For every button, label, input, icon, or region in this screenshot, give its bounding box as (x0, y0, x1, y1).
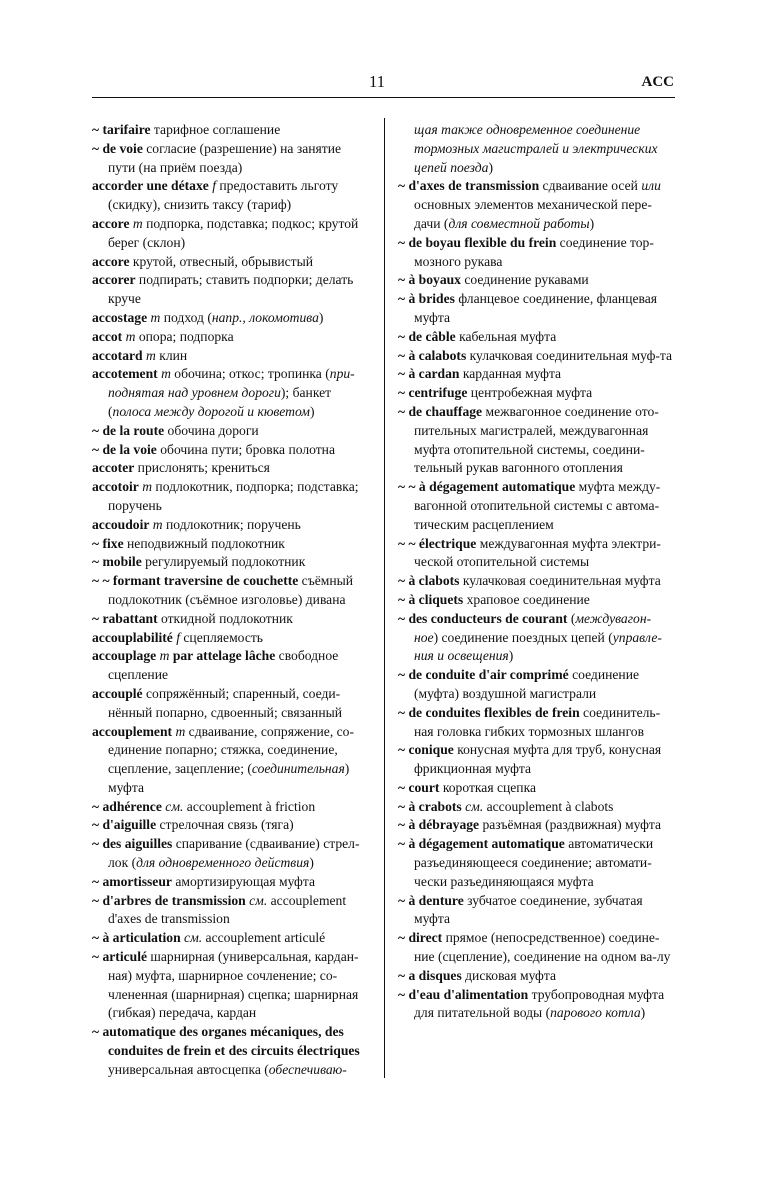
entry-headword: ~ à articulation (92, 930, 181, 946)
entry-text: фланцевое соединение, фланцевая муфта (414, 291, 658, 325)
dictionary-entry (92, 816, 370, 835)
entry-text: accouplement articulé (202, 930, 326, 946)
entry-text: кулачковая соединительная муфта (459, 573, 661, 589)
entry-text: карданная муфта (459, 366, 562, 382)
entry-italic: напр., локомотива (211, 309, 319, 325)
entry-text: междувагонная муфта электри-ческой отопительной системы (414, 535, 661, 570)
entry-text: ) (508, 648, 514, 664)
entry-text: свободное сцепление (108, 648, 339, 683)
entry-text: кулачковая соединительная муф-та (466, 347, 673, 363)
entry-italic: см. (249, 892, 268, 908)
entry-headword: ~ direct (398, 930, 443, 946)
entry-text: откидной подлокотник (157, 610, 293, 626)
entry-text: регулируемый подлокотник (141, 554, 306, 570)
running-head: ACC (641, 74, 674, 90)
dictionary-entry (92, 177, 370, 215)
entry-headword: ~ d'axes de transmission (398, 178, 540, 194)
dictionary-entry (398, 591, 675, 610)
entry-headword: ~ de conduites flexibles de frein (398, 704, 580, 720)
entry-headword: ~ de câble (398, 328, 456, 344)
entry-text: соединитель-ная головка гибких тормозных шлангов (414, 704, 661, 739)
entry-text: клин (155, 347, 188, 363)
header-rule (92, 97, 675, 98)
entry-text: основных элементов механической пере-дачи ( (414, 197, 652, 231)
entry-italic: см. (465, 798, 484, 814)
entry-headword: ~ à dégagement automatique (398, 836, 565, 852)
entry-text: муфта между-вагонной отопительной системы с автома-тическим расцеплением (414, 479, 661, 532)
entry-text: конусная муфта для труб, конусная фрикционная муфта (414, 742, 662, 777)
entry-text: соединение (муфта) воздушной магистрали (414, 667, 640, 701)
dictionary-entry (398, 234, 675, 272)
entry-text: подпирать; ставить подпорки; делать круче (108, 272, 354, 307)
dictionary-entry (398, 384, 675, 403)
entry-italic: f (212, 178, 216, 194)
entry-headword: accouplabilité (92, 629, 173, 645)
entry-text: универсальная автосцепка ( (108, 1061, 269, 1077)
dictionary-entry (398, 177, 675, 233)
entry-headword: ~ de boyau flexible du frein (398, 234, 557, 250)
dictionary-entry (398, 610, 675, 666)
entry-text: межвагонное соединение ото-пительных магистралей, междувагонная муфта отопительной системы, соедини-тельный рукав вагонного отопления (414, 403, 659, 476)
entry-headword: ~ a disques (398, 967, 462, 983)
entry-text: ) (318, 309, 324, 325)
dictionary-entry (398, 365, 675, 384)
dictionary-entry (398, 892, 675, 930)
entry-italic: см. (184, 930, 203, 946)
entry-headword: ~ articulé (92, 949, 148, 965)
entry-headword: accore (92, 253, 130, 269)
dictionary-entry (92, 253, 370, 272)
entry-headword: ~ d'arbres de transmission (92, 892, 246, 908)
dictionary-entry (92, 835, 370, 873)
entry-text: прямое (непосредственное) соедине-ние (сцепление), соединение на одном ва-лу (414, 930, 671, 965)
dictionary-entry (92, 892, 370, 930)
dictionary-entry (398, 986, 675, 1024)
entry-headword: ~ conique (398, 742, 454, 758)
entry-headword: ~ de conduite d'air comprimé (398, 667, 569, 683)
entry-text: accouplement à clabots (483, 798, 614, 814)
entry-headword: ~ rabattant (92, 610, 158, 626)
dictionary-entry (92, 422, 370, 441)
dictionary-entry (92, 459, 370, 478)
entry-text: ( (567, 610, 576, 626)
entry-headword: accotard (92, 347, 143, 363)
entry-text: согласие (разрешение) на занятие пути (на приём поезда) (108, 140, 341, 175)
dictionary-entry (92, 347, 370, 366)
dictionary-entry (92, 365, 370, 421)
entry-text: неподвижный подлокотник (123, 535, 285, 551)
dictionary-entry (92, 929, 370, 948)
entry-headword: accorder une détaxe (92, 178, 209, 194)
entry-headword: accot (92, 328, 123, 344)
dictionary-entry (398, 816, 675, 835)
entry-text: разъёмная (раздвижная) муфта (479, 817, 662, 833)
entry-headword: par attelage lâche (172, 648, 276, 664)
dictionary-entry (92, 441, 370, 460)
entry-text: обочина; откос; тропинка ( (170, 366, 330, 382)
entry-headword: accotement (92, 366, 158, 382)
entry-text: подпорка, подставка; подкос; крутой берег (склон) (108, 215, 359, 250)
dictionary-entry (92, 215, 370, 253)
entry-text: подлокотник; поручень (162, 516, 301, 532)
entry-text: accouplement à friction (183, 798, 316, 814)
entry-italic: обеспечиваю- (268, 1061, 347, 1077)
dictionary-entry (398, 779, 675, 798)
dictionary-entry (398, 347, 675, 366)
entry-headword: ~ à cliquets (398, 591, 464, 607)
entry-headword: accouplement (92, 723, 173, 739)
entry-text: короткая сцепка (439, 779, 537, 795)
entry-headword: ~ à cardan (398, 366, 460, 382)
dictionary-entry (398, 290, 675, 328)
entry-italic: m (132, 215, 143, 231)
entry-italic: m (142, 479, 153, 495)
entry-headword: accoter (92, 460, 135, 476)
entry-italic: щая также одновременное соединение тормозных магистралей и электрических цепей поезда (414, 122, 658, 175)
dictionary-entry (92, 948, 370, 1023)
entry-headword: ~ fixe (92, 535, 124, 551)
dictionary-entry (92, 535, 370, 554)
dictionary-entry (92, 1023, 370, 1079)
entry-italic: m (146, 347, 156, 363)
entry-text: амортизирующая муфта (171, 873, 315, 889)
entry-text: обочина дороги (164, 422, 259, 438)
entry-text: крутой, отвесный, обрывистый (129, 253, 314, 269)
entry-text: дисковая муфта (461, 967, 557, 983)
entry-text: храповое соединение (463, 591, 590, 607)
entry-headword: ~ amortisseur (92, 873, 172, 889)
entry-text: сдваивание осей (539, 178, 642, 194)
dictionary-entry (92, 572, 370, 610)
entry-headword: ~ mobile (92, 554, 142, 570)
entry-text: подход ( (160, 309, 212, 325)
entry-text: соединение тор-мозного рукава (414, 234, 654, 269)
entry-headword: ~ à denture (398, 892, 464, 908)
entry-headword: ~ ~ à dégagement automatique (398, 479, 576, 495)
dictionary-entry (398, 835, 675, 891)
entry-text: съёмный подлокотник (съёмное изголовье) дивана (108, 573, 354, 607)
entry-text: предоставить льготу (скидку), снизить таксу (тариф) (108, 178, 339, 213)
entry-text: сдваивание, сопряжение, со-единение попарно; стяжка, соединение, сцепление, зацепление; ( (108, 723, 354, 777)
entry-text: ) соединение поездных цепей ( (433, 629, 613, 645)
entry-italic: полоса между дорогой и кюветом (112, 403, 310, 419)
dictionary-entry (92, 610, 370, 629)
dictionary-entry (92, 553, 370, 572)
dictionary-entry (398, 798, 675, 817)
entry-text: центробежная муфта (467, 385, 593, 401)
dictionary-entry (398, 741, 675, 779)
entry-headword: ~ à brides (398, 291, 455, 307)
dictionary-entry (92, 478, 370, 516)
entry-italic: f (176, 629, 180, 645)
entry-italic: см. (165, 798, 184, 814)
entry-text: стрелочная связь (тяга) (156, 817, 294, 833)
entry-text: кабельная муфта (455, 328, 557, 344)
entry-headword: ~ de voie (92, 140, 143, 156)
entry-text: шарнирная (универсальная, кардан-ная) муфта, шарнирное сочленение; со-члененная (шарнирная) сцепка; шарнирная (гибкая) передача, кардан (108, 949, 359, 1021)
dictionary-entry (92, 647, 370, 685)
page-number: 11 (368, 72, 386, 91)
entry-headword: accouplé (92, 685, 143, 701)
entry-headword: ~ de chauffage (398, 403, 483, 419)
dictionary-entry (398, 572, 675, 591)
entry-headword: accotoir (92, 479, 139, 495)
entry-text: тарифное соглашение (150, 122, 281, 137)
right-column (398, 121, 675, 1023)
entry-headword: ~ centrifuge (398, 385, 468, 401)
entry-headword: ~ des aiguilles (92, 836, 173, 852)
entry-italic: m (175, 723, 186, 739)
dictionary-entry (398, 704, 675, 742)
dictionary-entry (92, 629, 370, 648)
entry-headword: ~ ~ électrique (398, 535, 477, 551)
dictionary-entry (398, 121, 675, 177)
dictionary-entry (398, 403, 675, 478)
dictionary-entry (92, 140, 370, 178)
entry-headword: ~ tarifaire (92, 122, 151, 137)
entry-italic: соединительная (251, 761, 345, 777)
entry-headword: ~ des conducteurs de courant (398, 610, 568, 626)
dictionary-entry (398, 478, 675, 534)
entry-italic: или (641, 178, 661, 194)
column-divider (384, 118, 385, 1078)
entry-text: ) (640, 1005, 646, 1021)
dictionary-entry (92, 328, 370, 347)
entry-text: ) муфта (108, 761, 350, 795)
entry-text: прислонять; крениться (134, 460, 270, 476)
entry-headword: accorer (92, 272, 136, 288)
dictionary-entry (92, 271, 370, 309)
entry-text: ) (309, 403, 315, 419)
entry-italic: для совместной работы (448, 215, 590, 231)
entry-text: ); банкет ( (108, 385, 332, 419)
entry-italic: парового котла (550, 1005, 641, 1021)
entry-text: accouplement d'axes de transmission (108, 892, 347, 927)
entry-italic: m (125, 328, 136, 344)
dictionary-entry (92, 873, 370, 892)
entry-headword: ~ de la voie (92, 441, 157, 457)
entry-headword: ~ court (398, 779, 440, 795)
dictionary-entry (92, 723, 370, 798)
entry-headword: ~ d'eau d'alimentation (398, 986, 529, 1002)
entry-text: автоматически разъединяющееся соединение; автомати-чески разъединяющаяся муфта (414, 836, 654, 889)
dictionary-entry (92, 121, 370, 140)
entry-text: ) (309, 855, 314, 871)
dictionary-entry (398, 535, 675, 573)
dictionary-entry (398, 967, 675, 986)
entry-headword: ~ automatique des organes mécaniques, des conduites de frein et des circuits électriques (92, 1024, 360, 1059)
entry-text: трубопроводная муфта для питательной воды ( (414, 986, 665, 1021)
entry-text: ) (589, 215, 595, 231)
dictionary-entry (92, 798, 370, 817)
entry-italic: m (150, 309, 161, 325)
entry-text: опора; подпорка (135, 328, 234, 344)
entry-text: зубчатое соединение, зубчатая муфта (414, 892, 643, 927)
entry-headword: accostage (92, 309, 148, 325)
entry-italic: m (161, 366, 171, 382)
dictionary-entry (92, 685, 370, 723)
dictionary-entry (92, 309, 370, 328)
entry-headword: ~ à débrayage (398, 817, 480, 833)
entry-headword: ~ ~ formant traversine de couchette (92, 573, 299, 589)
entry-text: соединение рукавами (460, 272, 589, 288)
left-column (92, 121, 370, 1080)
entry-headword: ~ à clabots (398, 573, 460, 589)
dictionary-entry (398, 328, 675, 347)
entry-text: сцепляемость (180, 629, 263, 645)
entry-headword: accoudoir (92, 516, 150, 532)
entry-text: обочина пути; бровка полотна (156, 441, 335, 457)
dictionary-entry (398, 666, 675, 704)
dictionary-entry (398, 929, 675, 967)
entry-text: сопряжённый; спаренный, соеди-нённый попарно, сдвоенный; связанный (108, 685, 343, 720)
entry-text: подлокотник, подпорка; подставка; поручень (108, 479, 359, 513)
entry-headword: ~ d'aiguille (92, 817, 157, 833)
entry-headword: accore (92, 215, 130, 231)
entry-text: ) (488, 159, 493, 175)
entry-italic: междувагон-ное (414, 610, 652, 645)
entry-headword: ~ à calabots (398, 347, 467, 363)
entry-italic: для одновременного действия (136, 855, 310, 871)
entry-italic: m (159, 648, 170, 664)
entry-headword: ~ à boyaux (398, 272, 461, 288)
entry-headword: ~ de la route (92, 422, 165, 438)
dictionary-entry (92, 516, 370, 535)
entry-headword: ~ adhérence (92, 798, 162, 814)
entry-text: спаривание (сдваивание) стрел-лок ( (108, 836, 360, 871)
dictionary-entry (398, 271, 675, 290)
entry-headword: ~ à crabots (398, 798, 462, 814)
entry-italic: m (152, 516, 163, 532)
entry-italic: управле-ния и освещения (414, 629, 662, 664)
entry-italic: при-поднятая над уровнем дороги (108, 366, 355, 401)
entry-headword: accouplage (92, 648, 157, 664)
